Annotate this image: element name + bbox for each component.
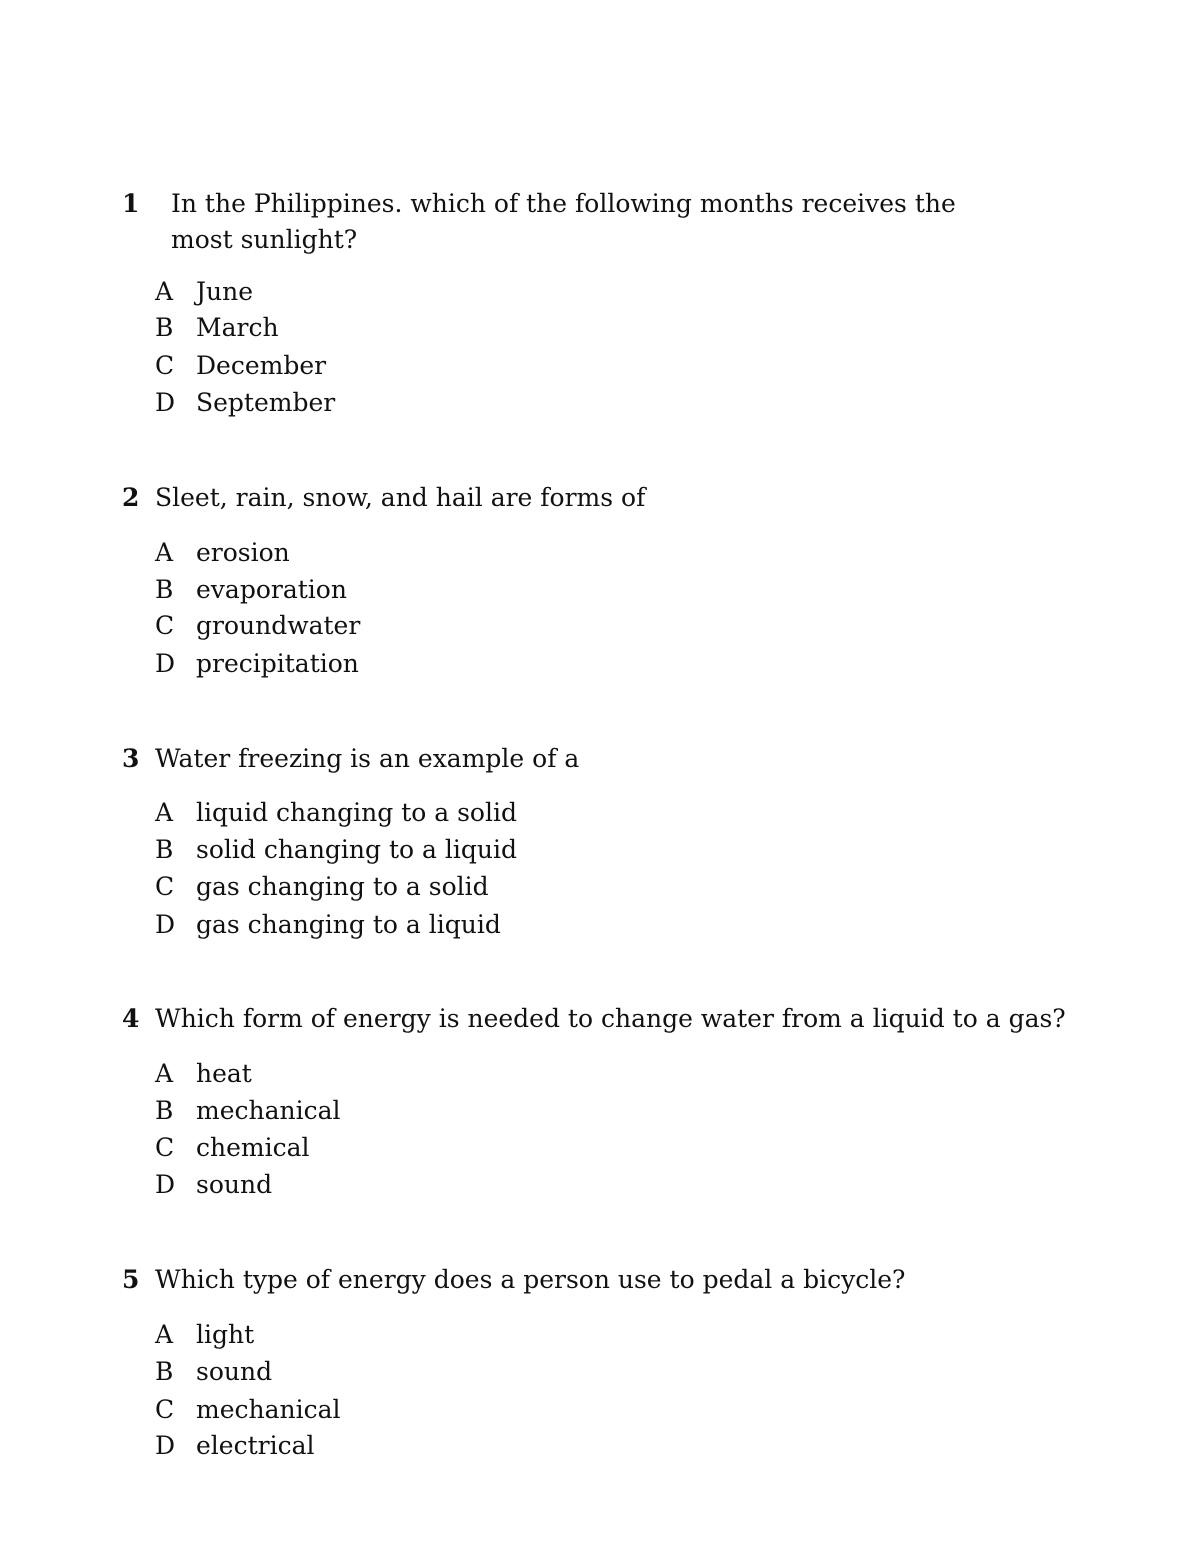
option-letter: A bbox=[155, 798, 174, 827]
question-number: 1 bbox=[122, 189, 140, 218]
question-text: Sleet, rain, snow, and hail are forms of bbox=[155, 483, 646, 512]
option-letter: C bbox=[155, 351, 175, 380]
option-letter: D bbox=[155, 1431, 176, 1460]
option-text: mechanical bbox=[196, 1096, 341, 1125]
option-text: solid changing to a liquid bbox=[196, 835, 517, 864]
option-text: light bbox=[196, 1320, 255, 1349]
question-text: Which form of energy is needed to change water from a liquid to a gas? bbox=[155, 1004, 1066, 1033]
option-letter: D bbox=[155, 649, 176, 678]
option-letter: B bbox=[155, 575, 174, 604]
question-text: Which type of energy does a person use to pedal a bicycle? bbox=[155, 1265, 906, 1294]
option-letter: B bbox=[155, 313, 174, 342]
option-letter: C bbox=[155, 611, 175, 640]
option-d bbox=[155, 907, 501, 943]
option-text: June bbox=[196, 277, 254, 306]
option-b bbox=[155, 572, 347, 608]
option-letter: A bbox=[155, 277, 174, 306]
option-a bbox=[155, 535, 290, 571]
option-text: erosion bbox=[196, 538, 290, 567]
question-number: 4 bbox=[122, 1004, 140, 1033]
option-d bbox=[155, 1167, 272, 1203]
option-c bbox=[155, 1130, 310, 1166]
option-b bbox=[155, 310, 279, 346]
option-c bbox=[155, 869, 489, 905]
option-letter: A bbox=[155, 538, 174, 567]
option-letter: B bbox=[155, 835, 174, 864]
option-letter: C bbox=[155, 1133, 175, 1162]
option-d bbox=[155, 1428, 314, 1464]
option-text: sound bbox=[196, 1357, 273, 1386]
option-text: sound bbox=[196, 1170, 273, 1199]
option-a bbox=[155, 1317, 254, 1353]
option-letter: D bbox=[155, 1170, 176, 1199]
option-letter: C bbox=[155, 872, 175, 901]
option-letter: B bbox=[155, 1096, 174, 1125]
option-letter: C bbox=[155, 1395, 175, 1424]
option-text: September bbox=[196, 388, 336, 417]
option-text: liquid changing to a solid bbox=[196, 798, 517, 827]
option-c bbox=[155, 348, 326, 384]
option-d bbox=[155, 646, 359, 682]
option-text: December bbox=[196, 351, 327, 380]
option-text: groundwater bbox=[196, 611, 361, 640]
option-c bbox=[155, 1392, 341, 1428]
option-letter: D bbox=[155, 910, 176, 939]
option-a bbox=[155, 1056, 252, 1092]
option-text: evaporation bbox=[196, 575, 347, 604]
option-letter: D bbox=[155, 388, 176, 417]
question-number: 5 bbox=[122, 1265, 140, 1294]
option-letter: A bbox=[155, 1320, 174, 1349]
question-number: 2 bbox=[122, 483, 140, 512]
option-text: heat bbox=[196, 1059, 252, 1088]
option-text: gas changing to a solid bbox=[196, 872, 489, 901]
option-letter: A bbox=[155, 1059, 174, 1088]
option-c bbox=[155, 608, 360, 644]
question-number: 3 bbox=[122, 744, 140, 773]
option-text: precipitation bbox=[196, 649, 359, 678]
option-text: March bbox=[196, 313, 279, 342]
option-a bbox=[155, 274, 253, 310]
option-b bbox=[155, 1354, 272, 1390]
option-text: chemical bbox=[196, 1133, 310, 1162]
option-b bbox=[155, 832, 517, 868]
question-text: Water freezing is an example of a bbox=[155, 744, 580, 773]
question-text: In the Philippines. which of the following months receives the most sunlight? bbox=[171, 189, 956, 254]
option-d bbox=[155, 385, 335, 421]
option-b bbox=[155, 1093, 341, 1129]
option-text: gas changing to a liquid bbox=[196, 910, 501, 939]
option-a bbox=[155, 795, 517, 831]
option-text: mechanical bbox=[196, 1395, 341, 1424]
option-text: electrical bbox=[196, 1431, 315, 1460]
option-letter: B bbox=[155, 1357, 174, 1386]
